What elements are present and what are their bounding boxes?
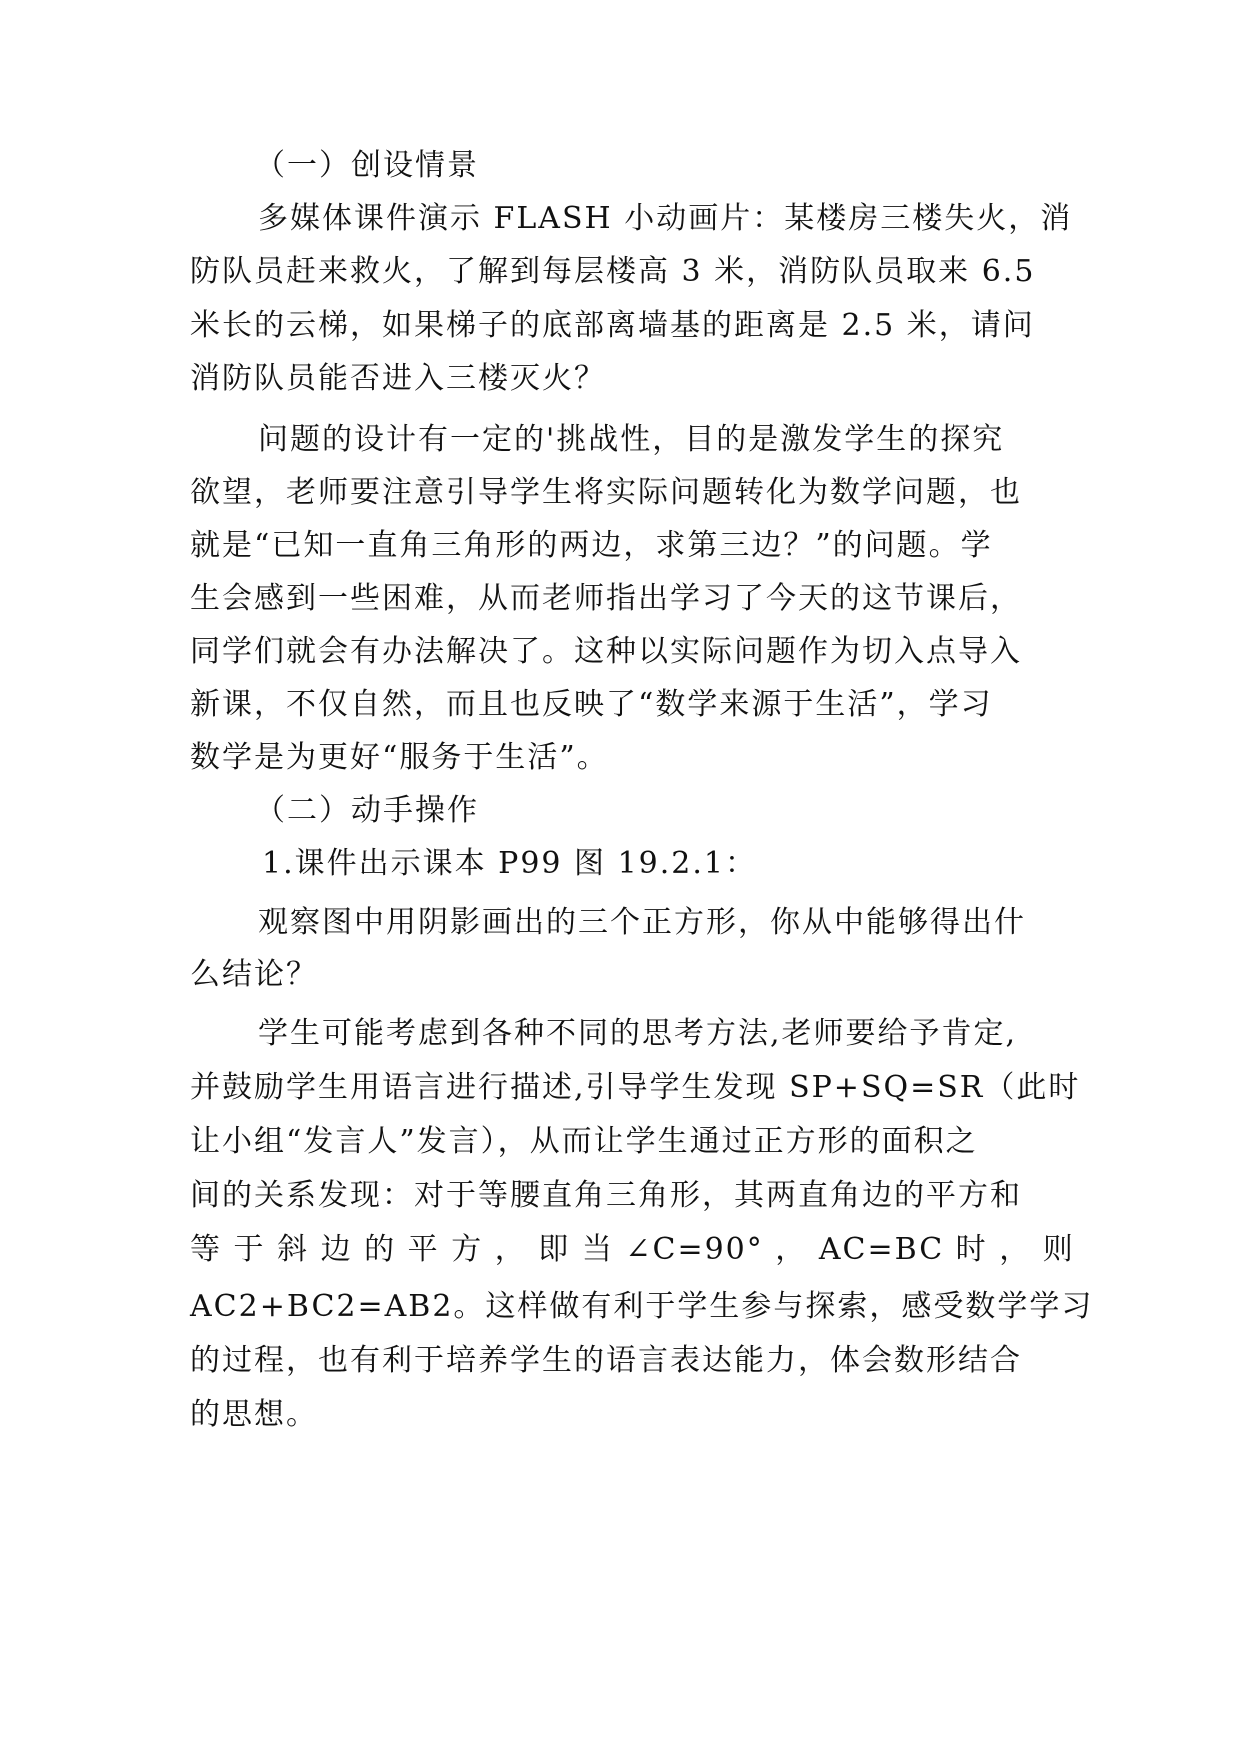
paragraph-line: 生会感到一些困难，从而老师指出学习了今天的这节课后， — [190, 581, 1022, 616]
numbered-item: 1.课件出示课本 P99 图 19.2.1： — [262, 846, 758, 881]
paragraph-line: 学生可能考虑到各种不同的思考方法,老师要给予肯定, — [258, 1016, 1018, 1051]
paragraph-line: 欲望，老师要注意引导学生将实际问题转化为数学问题，也 — [190, 475, 1022, 510]
paragraph-line: 的过程，也有利于培养学生的语言表达能力，体会数形结合 — [190, 1343, 1022, 1378]
paragraph-line: 数学是为更好“服务于生活”。 — [190, 740, 609, 775]
paragraph-line: 问题的设计有一定的'挑战性，目的是激发学生的探究 — [258, 422, 1005, 457]
paragraph-line: 就是“已知一直角三角形的两边，求第三边？”的问题。学 — [190, 528, 993, 563]
paragraph-line: AC2+BC2=AB2。这样做有利于学生参与探索，感受数学学习 — [190, 1289, 1094, 1324]
section-heading-1: （一）创设情景 — [255, 148, 479, 183]
paragraph-line: 消防队员能否进入三楼灭火？ — [190, 361, 606, 396]
paragraph-line: 的思想。 — [190, 1397, 318, 1432]
paragraph-line: 多媒体课件演示 FLASH 小动画片：某楼房三楼失火，消 — [258, 201, 1073, 236]
paragraph-line: 并鼓励学生用语言进行描述,引导学生发现 SP+SQ=SR（此时 — [190, 1070, 1081, 1105]
paragraph-line: 同学们就会有办法解决了。这种以实际问题作为切入点导入 — [190, 634, 1022, 669]
paragraph-line: 等 于 斜 边 的 平 方 ， 即 当 ∠C=90° ， AC=BC 时 ， 则 — [190, 1232, 1075, 1267]
paragraph-line: 么结论？ — [190, 957, 318, 992]
paragraph-line: 让小组“发言人”发言），从而让学生通过正方形的面积之 — [190, 1124, 978, 1159]
paragraph-line: 间的关系发现：对于等腰直角三角形，其两直角边的平方和 — [190, 1178, 1022, 1213]
paragraph-line: 防队员赶来救火，了解到每层楼高 3 米，消防队员取来 6.5 — [190, 254, 1036, 289]
paragraph-line: 新课，不仅自然，而且也反映了“数学来源于生活”，学习 — [190, 687, 993, 722]
paragraph-line: 观察图中用阴影画出的三个正方形，你从中能够得出什 — [258, 905, 1026, 940]
section-heading-2: （二）动手操作 — [255, 793, 479, 828]
paragraph-line: 米长的云梯，如果梯子的底部离墙基的距离是 2.5 米，请问 — [190, 308, 1035, 343]
